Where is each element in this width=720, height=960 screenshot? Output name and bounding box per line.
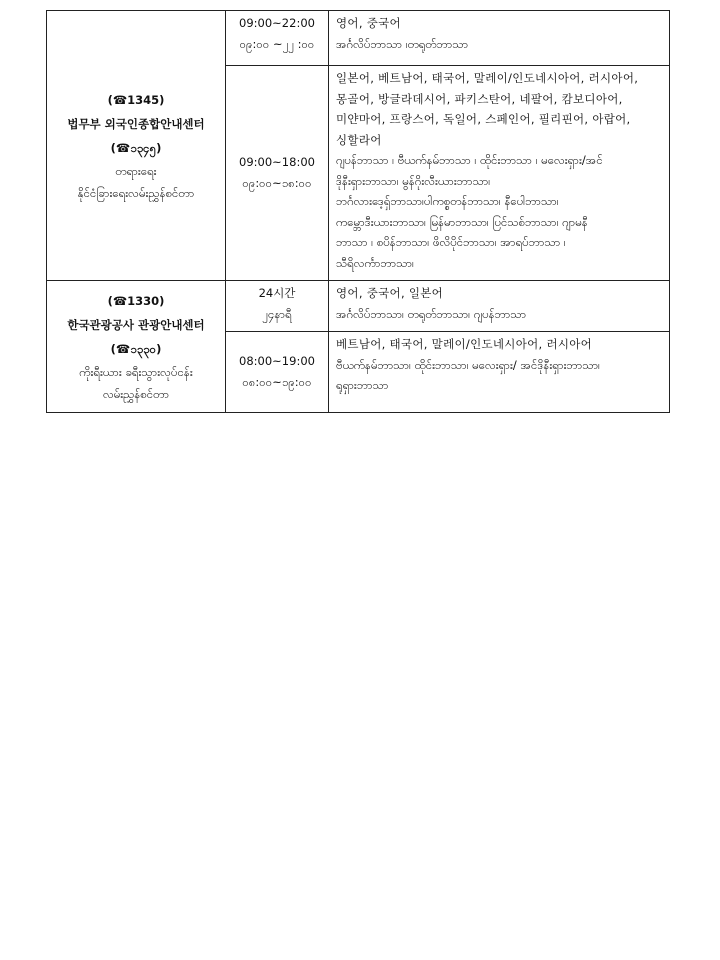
org-phone-my: (☎၁၃၃၀) [110,341,162,356]
org-name-my-1: ကိုးရီးယား ခရီးသွားလုပ်ငန်း [79,364,193,379]
language-line: 몽골어, 방글라데시어, 파키스탄어, 네팔어, 캄보디아어, [336,91,623,106]
org-cell [47,11,226,281]
hours: 08:00~19:00 [239,354,315,368]
service-center-table [46,10,670,413]
org-name-my-2: နိုင်ငံခြားရေးလမ်းညွှန်စင်တာ [77,185,195,200]
org-name-ko: 한국관광공사 관광안내센터 [67,317,205,332]
org-phone-my: (☎၁၃၄၅) [110,140,162,155]
org-name-ko: 법무부 외국인종합안내센터 [67,116,205,131]
hours-cell [226,332,329,413]
table-row [47,11,670,66]
language-line: သီရိလင်္ကာဘာသာ၊ [336,255,414,270]
languages-cell [329,11,670,66]
language-line: ဗီယက်နမ်ဘာသာ၊ ထိုင်းဘာသာ၊ မလေးရှား/ အင်ဒိုနီးရှားဘာသာ၊ [336,357,600,372]
language-line: အင်္ဂလိပ်ဘာသာ၊ တရုတ်ဘာသာ၊ ဂျပန်ဘာသာ [336,306,527,321]
language-line: ဂျပန်ဘာသာ ၊ ဗီယက်နမ်ဘာသာ ၊ ထိုင်းဘာသာ ၊ မလေးရှား/အင် [336,153,603,167]
hours-my: ၂၄နာရီ [262,307,292,321]
hours-my: ၀၉:၀၀ ~၂၂ :၀၀ [239,37,315,51]
language-line: 미얀마어, 프랑스어, 독일어, 스페인어, 필리핀어, 아랍어, [336,112,631,126]
hours-cell [226,11,329,66]
hours-cell [226,281,329,332]
hours: 24시간 [258,286,296,300]
org-phone: (☎1345) [107,92,165,107]
language-line: ဘာသာ ၊ စပိန်ဘာသာ၊ ဖိလိပိုင်ဘာသာ၊ အာရပ်ဘာသာ ၊ [336,235,566,249]
hours-my: ၀၈:၀၀~၁၉:၀၀ [242,375,312,389]
org-name-my-1: တရားရေး [115,163,157,178]
table-row [47,281,670,332]
languages-cell [329,66,670,281]
language-line: ဒိုနီးရှားဘာသာ၊ မွန်ဂိုးလီးယားဘာသာ၊ [336,173,491,188]
language-line: အင်္ဂလိပ်ဘာသာ ၊တရုတ်ဘာသာ [336,36,469,51]
language-line: ကမ္ဘောဒီးယားဘာသာ၊ မြန်မာဘာသာ၊ ပြင်သစ်ဘာသာ၊ ဂျာမနီ [336,214,588,229]
hours: 09:00~22:00 [239,16,315,30]
language-line: 영어, 중국어 [336,16,401,30]
org-cell [47,281,226,413]
language-line: 일본어, 베트남어, 태국어, 말레이/인도네시아어, 러시아어, [336,71,639,85]
org-phone: (☎1330) [107,293,165,308]
hours-my: ၀၉:၀၀~၁၈:၀၀ [242,176,312,190]
languages-cell [329,281,670,332]
language-line: 영어, 중국어, 일본어 [336,286,444,300]
languages-cell [329,332,670,413]
language-line: ဘင်္ဂလားဒေ့ရှ်ဘာသာ၊ပါကစ္စတန်ဘာသာ၊ နီပေါဘာသာ၊ [336,194,559,208]
language-line: 싱할라어 [336,132,382,147]
hours-cell [226,66,329,281]
hours: 09:00~18:00 [239,155,315,169]
org-name-my-2: လမ်းညွှန်စင်တာ [102,386,170,401]
language-line: ရုရှားဘာသာ [336,378,389,392]
language-line: 베트남어, 태국어, 말레이/인도네시아어, 러시아어 [336,337,593,351]
